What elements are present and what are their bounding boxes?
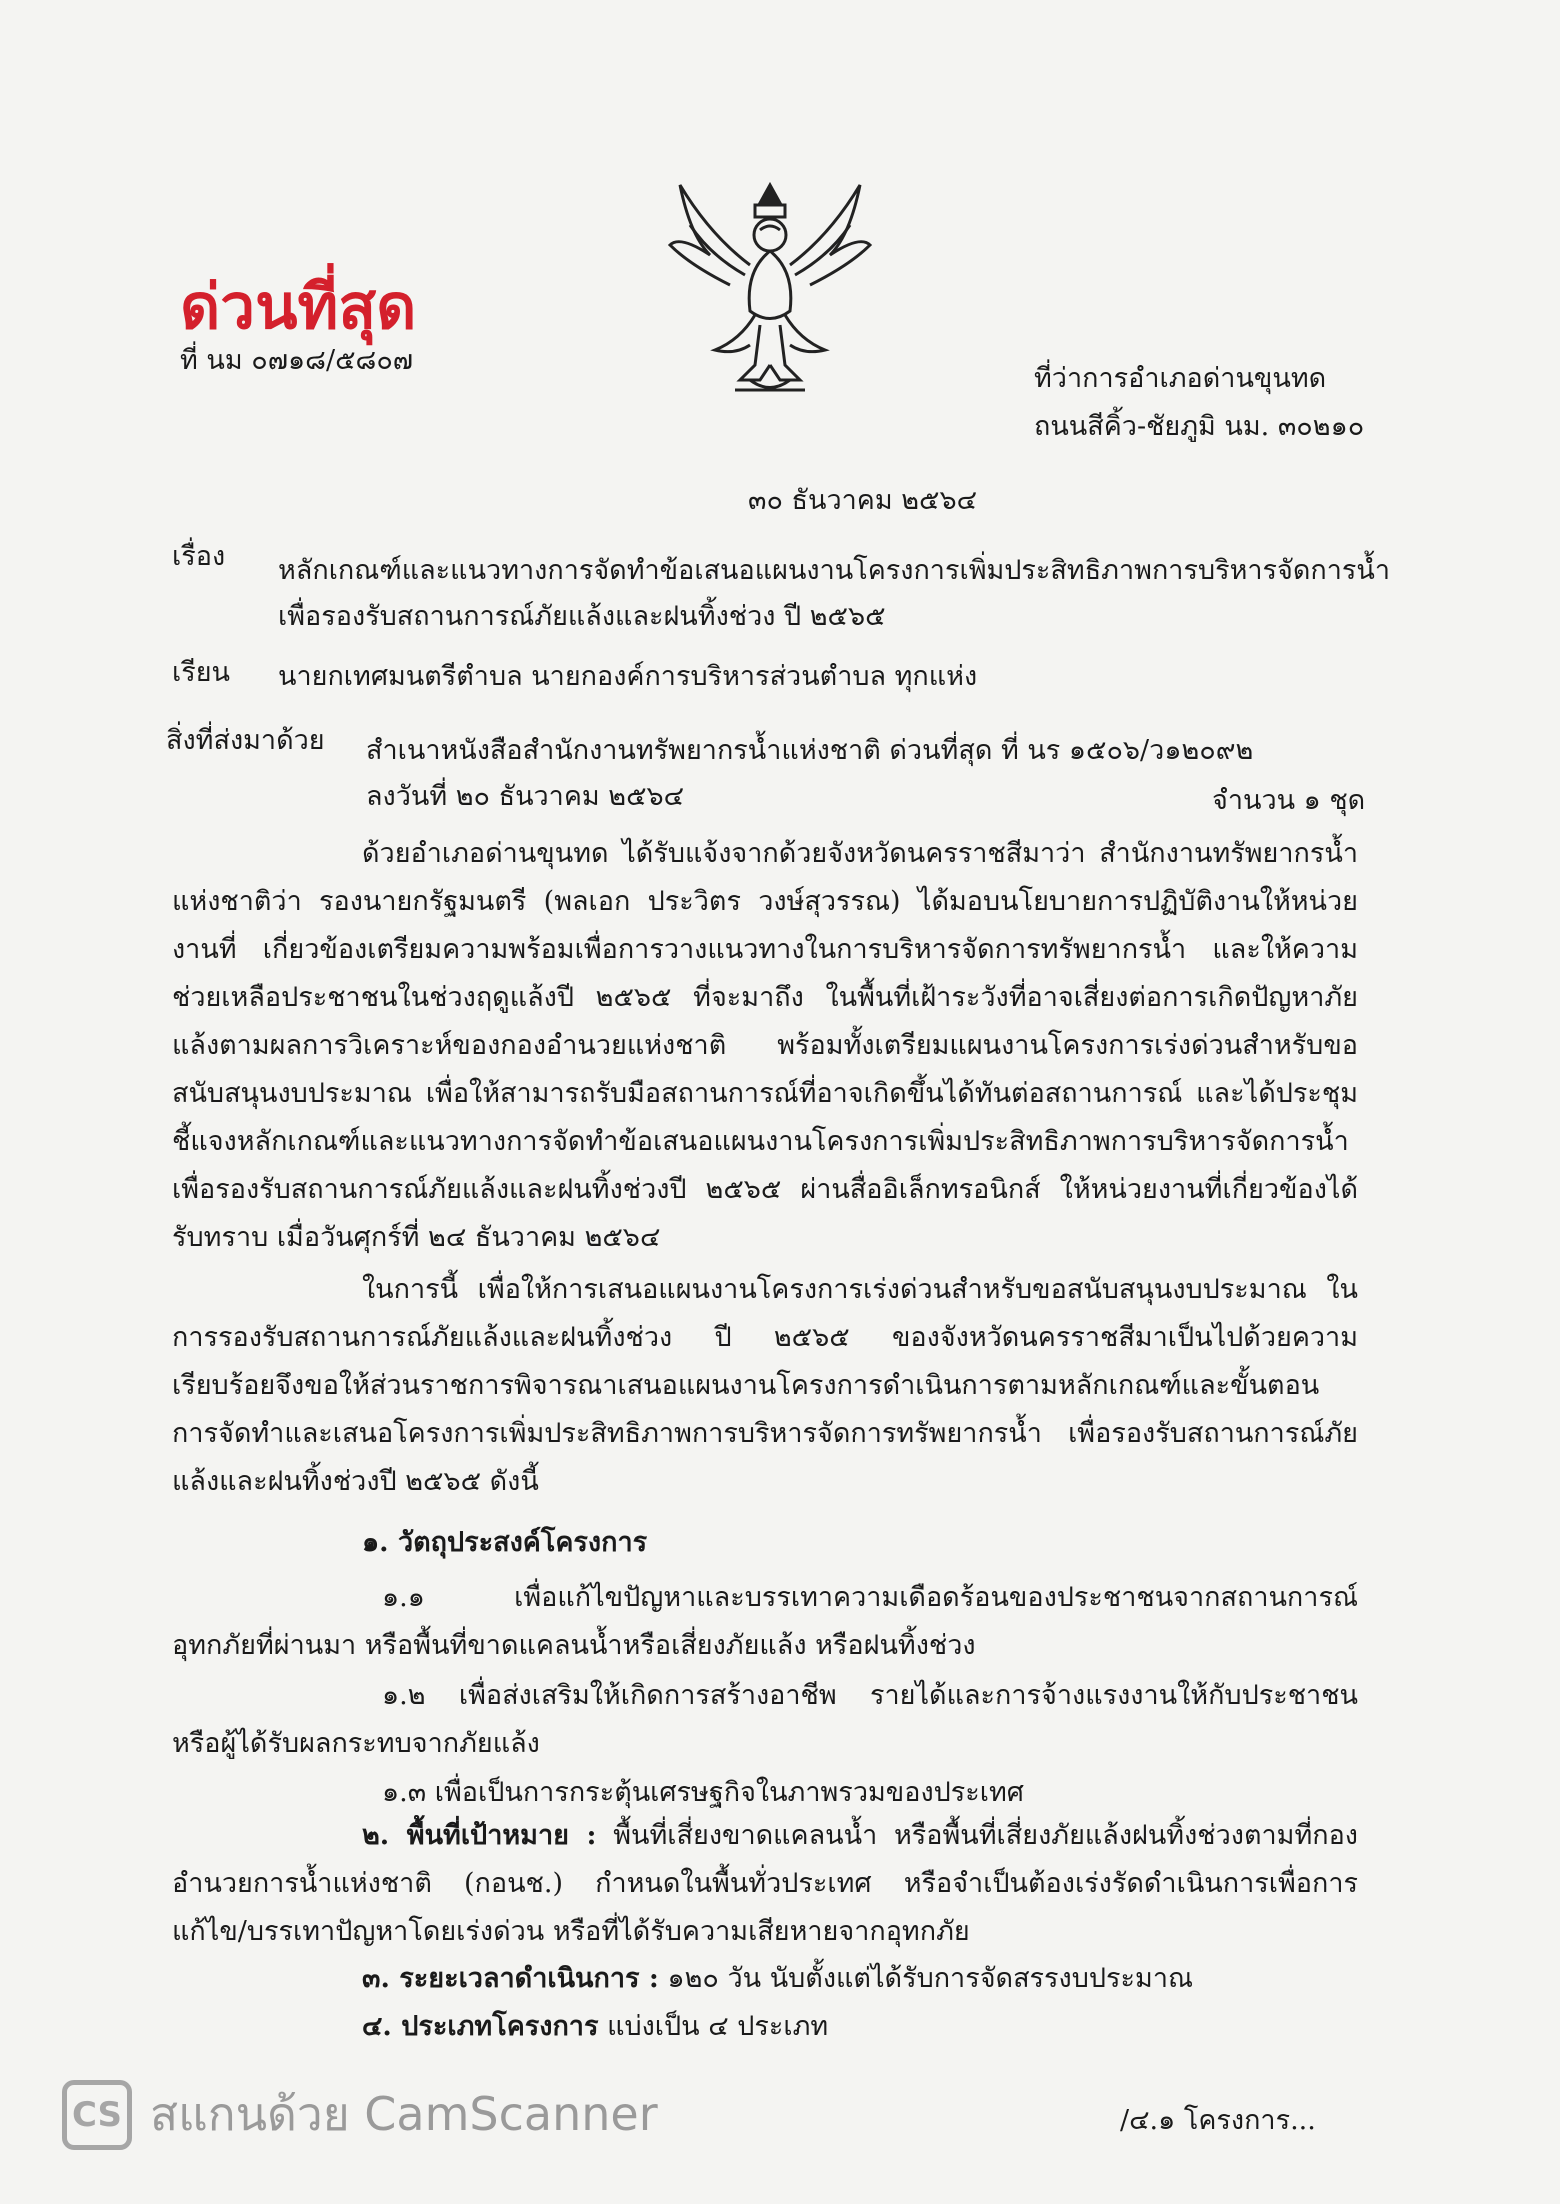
subject-label: เรื่อง <box>172 541 226 572</box>
section-4 <box>362 2004 828 2047</box>
camscanner-logo-icon: CS <box>62 2080 132 2150</box>
garuda-emblem-icon <box>660 165 880 405</box>
section-1-heading: ๑. วัตถุประสงค์โครงการ <box>362 1527 648 1558</box>
recipient-label: เรียน <box>172 657 231 688</box>
body-paragraph-2: ในการนี้ เพื่อให้การเสนอแผนงานโครงการเร่งด่วนสำหรับขอสนับสนุนงบประมาณ ในการรองรับสถานการณ์ภัยแล้งและฝนทิ้งช่วง ปี ๒๕๖๕ ของจังหวัดนครราชสีมาเป็นไปด้วยความเรียบร้อยจึงขอให้ส่วนราชการพิจารณาเสนอแผนงานโครงการดำเนินการตามหลักเกณฑ์และขั้นตอนการจัดทำและเสนอโครงการเพิ่มประสิทธิภาพการบริหารจัดการทรัพยากรน้ำ เพื่อรองรับสถานการณ์ภัยแล้งและฝนทิ้งช่วงปี ๒๕๖๕ ดังนี้ <box>172 1274 1358 1497</box>
enclosure-line2: ลงวันที่ ๒๐ ธันวาคม ๒๕๖๔ <box>366 781 685 812</box>
section-1-2: ๑.๒ เพื่อส่งเสริมให้เกิดการสร้างอาชีพ รายได้และการจ้างแรงงานให้กับประชาชน หรือผู้ได้รับผลกระทบจากภัยแล้ง <box>172 1680 1358 1759</box>
section-3-label: ๓. ระยะเวลาดำเนินการ : <box>362 1963 659 1994</box>
recipient-text: นายกเทศมนตรีตำบล นายกองค์การบริหารส่วนตำบล ทุกแห่ง <box>278 661 978 692</box>
urgent-label: ด่วนที่สุด <box>180 270 417 343</box>
section-4-text: แบ่งเป็น ๔ ประเภท <box>607 2011 829 2042</box>
section-3-text: ๑๒๐ วัน นับตั้งแต่ได้รับการจัดสรรงบประมาณ <box>667 1963 1194 1994</box>
section-2-label: ๒. พื้นที่เป้าหมาย : <box>362 1820 597 1851</box>
section-2 <box>172 1812 1358 1956</box>
section-1-1: ๑.๑ เพื่อแก้ไขปัญหาและบรรเทาความเดือดร้อนของประชาชนจากสถานการณ์อุทกภัยที่ผ่านมา หรือพื้นที่ขาดแคลนน้ำหรือเสี่ยงภัยแล้ง หรือฝนทิ้งช่วง <box>172 1582 1358 1661</box>
document-date: ๓๐ ธันวาคม ๒๕๖๔ <box>748 485 978 516</box>
next-page-reference: /๔.๑ โครงการ... <box>1120 2105 1316 2136</box>
section-4-label: ๔. ประเภทโครงการ <box>362 2011 599 2042</box>
document-number: ที่ นม ๐๗๑๘/๕๘๐๗ <box>180 345 414 376</box>
office-address-line1: ที่ว่าการอำเภอด่านขุนทด <box>1034 363 1327 394</box>
enclosure-line1: สำเนาหนังสือสำนักงานทรัพยากรน้ำแห่งชาติ ด่วนที่สุด ที่ นร ๑๕๐๖/ว๑๒๐๙๒ <box>366 735 1254 766</box>
subject-line1: หลักเกณฑ์และแนวทางการจัดทำข้อเสนอแผนงานโครงการเพิ่มประสิทธิภาพการบริหารจัดการน้ำ <box>278 555 1391 586</box>
body-paragraph-1: ด้วยอำเภอด่านขุนทด ได้รับแจ้งจากด้วยจังหวัดนครราชสีมาว่า สำนักงานทรัพยากรน้ำแห่งชาติว่า รองนายกรัฐมนตรี (พลเอก ประวิตร วงษ์สุวรรณ) ได้มอบนโยบายการปฏิบัติงานให้หน่วยงานที่ เกี่ยวข้องเตรียมความพร้อมเพื่อการวางแนวทางในการบริหารจัดการทรัพยากรน้ำ และให้ความช่วยเหลือประชาชนในช่วงฤดูแล้งปี ๒๕๖๕ ที่จะมาถึง ในพื้นที่เฝ้าระวังที่อาจเสี่ยงต่อการเกิดปัญหาภัยแล้งตามผลการวิเคราะห์ของกองอำนวยแห่งชาติ พร้อมทั้งเตรียมแผนงานโครงการเร่งด่วนสำหรับขอสนับสนุนงบประมาณ เพื่อให้สามารถรับมือสถานการณ์ที่อาจเกิดขึ้นได้ทันต่อสถานการณ์ และได้ประชุมชี้แจงหลักเกณฑ์และแนวทางการจัดทำข้อเสนอแผนงานโครงการเพิ่มประสิทธิภาพการบริหารจัดการน้ำเพื่อรองรับสถานการณ์ภัยแล้งและฝนทิ้งช่วงปี ๒๕๖๕ ผ่านสื่ออิเล็กทรอนิกส์ ให้หน่วยงานที่เกี่ยวข้องได้รับทราบ เมื่อวันศุกร์ที่ ๒๔ ธันวาคม ๒๕๖๔ <box>172 838 1358 1253</box>
camscanner-watermark <box>62 2078 658 2151</box>
enclosure-count: จำนวน ๑ ชุด <box>1212 785 1366 816</box>
subject-line2: เพื่อรองรับสถานการณ์ภัยแล้งและฝนทิ้งช่วง ปี ๒๕๖๕ <box>278 601 886 632</box>
office-address-line2: ถนนสีคิ้ว-ชัยภูมิ นม. ๓๐๒๑๐ <box>1034 411 1365 442</box>
section-2-text: พื้นที่เสี่ยงขาดแคลนน้ำ หรือพื้นที่เสี่ยงภัยแล้งฝนทิ้งช่วงตามที่กองอำนวยการน้ำแห่งชาติ (กอนช.) กำหนดในพื้นทั่วประเทศ หรือจำเป็นต้องเร่งรัดดำเนินการเพื่อการแก้ไข/บรรเทาปัญหาโดยเร่งด่วน หรือที่ได้รับความเสียหายจากอุทกภัย <box>172 1820 1358 1947</box>
section-3 <box>362 1956 1193 1999</box>
enclosure-label: สิ่งที่ส่งมาด้วย <box>166 725 325 756</box>
camscanner-text: สแกนด้วย CamScanner <box>150 2087 658 2141</box>
section-1-3: ๑.๓ เพื่อเป็นการกระตุ้นเศรษฐกิจในภาพรวมของประเทศ <box>382 1777 1024 1808</box>
